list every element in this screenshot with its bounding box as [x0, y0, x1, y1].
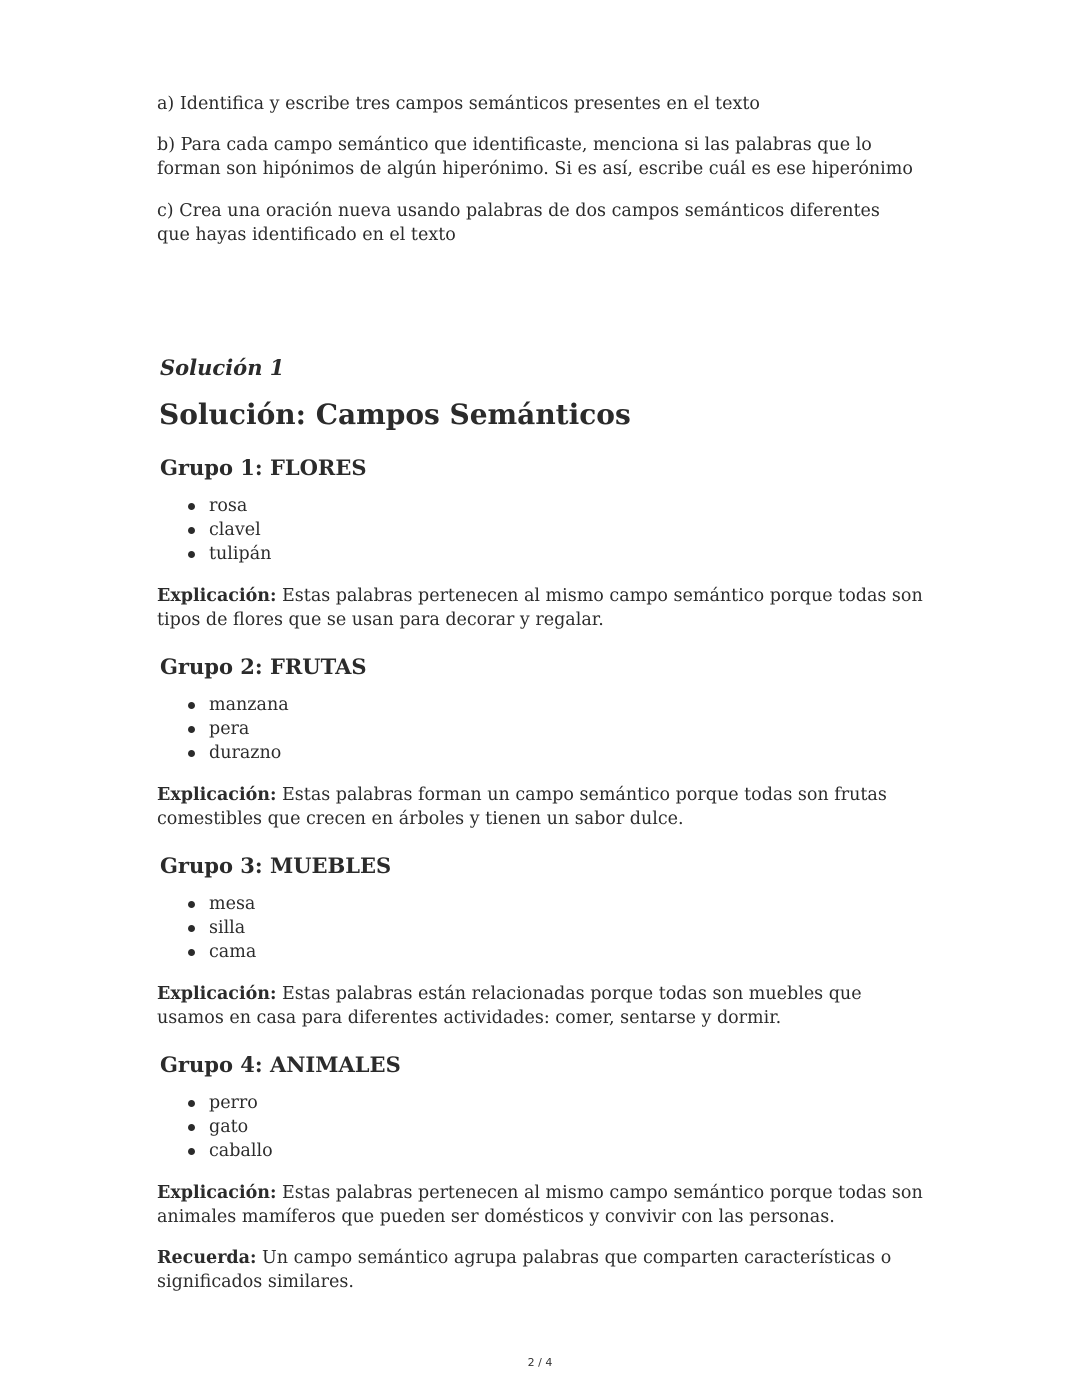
list-item — [157, 1091, 927, 1115]
reminder-note — [157, 1246, 927, 1294]
bullet-icon — [188, 726, 195, 733]
explanation-label: Explicación: — [157, 586, 277, 606]
explanation-text: Estas palabras pertenecen al mismo campo semántico porque todas son tipos de flores que se usan para decorar y regalar. — [157, 586, 923, 630]
word-list — [157, 1091, 927, 1163]
explanation-text: Estas palabras pertenecen al mismo campo semántico porque todas son animales mamíferos que pueden ser domésticos y convivir con las personas. — [157, 1183, 923, 1227]
question-c: c) Crea una oración nueva usando palabras de dos campos semánticos diferentes que hayas identificado en el texto — [157, 201, 880, 245]
list-item — [157, 940, 927, 964]
question-b: b) Para cada campo semántico que identificaste, menciona si las palabras que lo forman son hipónimos de algún hiperónimo. Si es así, escribe cuál es ese hiperónimo — [157, 135, 913, 179]
list-item — [157, 494, 927, 518]
list-item — [157, 916, 927, 940]
list-item — [157, 693, 927, 717]
bullet-icon — [188, 949, 195, 956]
bullet-icon — [188, 1100, 195, 1107]
reminder-text: Un campo semántico agrupa palabras que comparten características o significados similares. — [157, 1248, 892, 1292]
bullet-icon — [188, 750, 195, 757]
list-item — [157, 717, 927, 741]
list-item — [157, 741, 927, 765]
list-item-text: tulipán — [209, 544, 272, 564]
bullet-icon — [188, 527, 195, 534]
group-2 — [157, 653, 927, 831]
list-item-text: manzana — [209, 695, 289, 715]
group-title: Grupo 1: FLORES — [160, 455, 367, 480]
group-3 — [157, 852, 927, 1030]
bullet-icon — [188, 702, 195, 709]
word-list — [157, 693, 927, 765]
list-item — [157, 542, 927, 566]
group-title: Grupo 3: MUEBLES — [160, 853, 392, 878]
bullet-icon — [188, 1124, 195, 1131]
explanation — [157, 982, 927, 1030]
group-title: Grupo 2: FRUTAS — [160, 654, 367, 679]
explanation — [157, 584, 927, 632]
bullet-icon — [188, 1148, 195, 1155]
list-item-text: perro — [209, 1093, 258, 1113]
bullet-icon — [188, 551, 195, 558]
list-item — [157, 1115, 927, 1139]
reminder-label: Recuerda: — [157, 1248, 257, 1268]
word-list — [157, 892, 927, 964]
list-item-text: clavel — [209, 520, 261, 540]
solution-title: Solución: Campos Semánticos — [159, 398, 631, 431]
list-item-text: rosa — [209, 496, 248, 516]
bullet-icon — [188, 503, 195, 510]
list-item — [157, 892, 927, 916]
list-item-text: caballo — [209, 1141, 273, 1161]
list-item — [157, 518, 927, 542]
solution-label: Solución 1 — [160, 355, 285, 380]
group-1 — [157, 454, 927, 632]
group-4 — [157, 1051, 927, 1229]
explanation — [157, 783, 927, 831]
explanation-label: Explicación: — [157, 785, 277, 805]
list-item-text: gato — [209, 1117, 249, 1137]
question-a: a) Identifica y escribe tres campos semánticos presentes en el texto — [157, 94, 760, 114]
list-item-text: pera — [209, 719, 250, 739]
bullet-icon — [188, 901, 195, 908]
explanation-text: Estas palabras están relacionadas porque todas son muebles que usamos en casa para diferentes actividades: comer, sentarse y dormir. — [157, 984, 862, 1028]
list-item-text: silla — [209, 918, 246, 938]
list-item-text: durazno — [209, 743, 282, 763]
list-item-text: mesa — [209, 894, 256, 914]
explanation-label: Explicación: — [157, 1183, 277, 1203]
explanation-label: Explicación: — [157, 984, 277, 1004]
list-item-text: cama — [209, 942, 257, 962]
group-title: Grupo 4: ANIMALES — [160, 1052, 401, 1077]
explanation-text: Estas palabras forman un campo semántico porque todas son frutas comestibles que crecen en árboles y tienen un sabor dulce. — [157, 785, 887, 829]
explanation — [157, 1181, 927, 1229]
word-list — [157, 494, 927, 566]
page-number: 2 / 4 — [527, 1356, 553, 1369]
bullet-icon — [188, 925, 195, 932]
list-item — [157, 1139, 927, 1163]
